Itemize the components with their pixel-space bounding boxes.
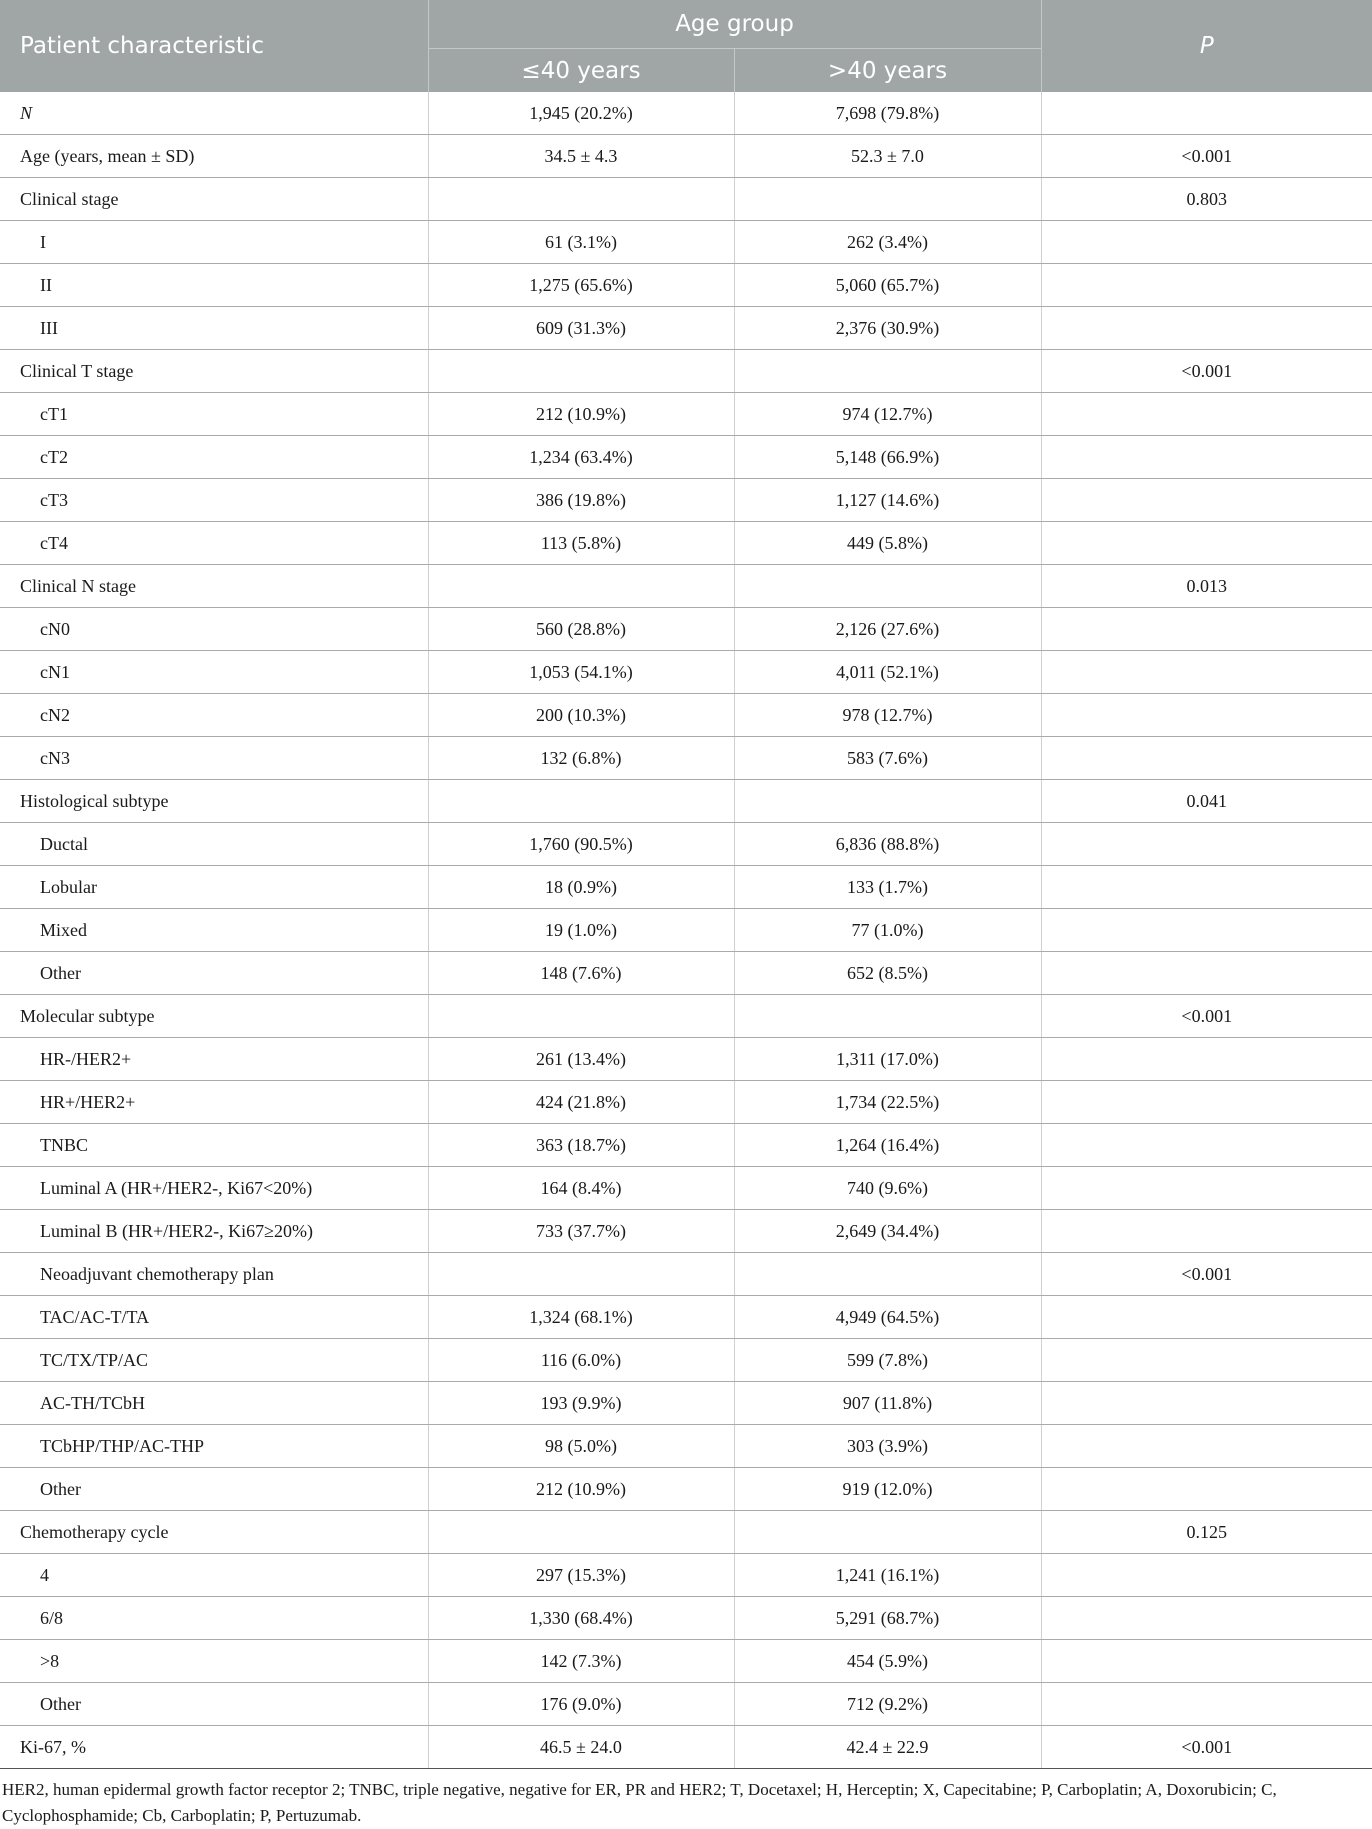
table-row [0, 178, 1372, 221]
cell-age-gt-40: 974 (12.7%) [734, 393, 1041, 436]
cell-p-value: <0.001 [1041, 1253, 1372, 1296]
header-age-gt-40: >40 years [734, 49, 1041, 93]
cell-p-value [1041, 651, 1372, 694]
cell-age-le-40 [428, 780, 734, 823]
row-label: Histological subtype [0, 780, 428, 823]
row-label: HR+/HER2+ [0, 1081, 428, 1124]
cell-age-le-40: 424 (21.8%) [428, 1081, 734, 1124]
cell-age-gt-40: 52.3 ± 7.0 [734, 135, 1041, 178]
cell-age-gt-40: 7,698 (79.8%) [734, 92, 1041, 135]
table-row [0, 1554, 1372, 1597]
row-label: Ki-67, % [0, 1726, 428, 1769]
cell-age-le-40 [428, 178, 734, 221]
cell-age-gt-40: 712 (9.2%) [734, 1683, 1041, 1726]
cell-p-value [1041, 1081, 1372, 1124]
cell-p-value [1041, 264, 1372, 307]
row-label: TNBC [0, 1124, 428, 1167]
row-label: Other [0, 952, 428, 995]
table-row [0, 651, 1372, 694]
cell-age-le-40: 386 (19.8%) [428, 479, 734, 522]
cell-p-value [1041, 737, 1372, 780]
table-footnote: HER2, human epidermal growth factor receptor 2; TNBC, triple negative, negative for ER, PR and HER2; T, Docetaxel; H, Herceptin; X, Capecitabine; P, Carboplatin; A, Doxorubicin; C, Cyclophosphamide; Cb, Carboplatin; P, Pertuzumab. [2, 1780, 1277, 1825]
cell-age-le-40: 164 (8.4%) [428, 1167, 734, 1210]
table-row [0, 264, 1372, 307]
cell-age-le-40: 61 (3.1%) [428, 221, 734, 264]
cell-age-gt-40: 1,311 (17.0%) [734, 1038, 1041, 1081]
cell-age-le-40: 18 (0.9%) [428, 866, 734, 909]
cell-age-gt-40: 262 (3.4%) [734, 221, 1041, 264]
cell-p-value: <0.001 [1041, 995, 1372, 1038]
row-label: cN1 [0, 651, 428, 694]
cell-p-value [1041, 1038, 1372, 1081]
cell-p-value: <0.001 [1041, 350, 1372, 393]
table-row [0, 522, 1372, 565]
cell-p-value [1041, 1468, 1372, 1511]
cell-age-le-40: 113 (5.8%) [428, 522, 734, 565]
row-label: Other [0, 1468, 428, 1511]
cell-age-gt-40: 978 (12.7%) [734, 694, 1041, 737]
cell-age-le-40: 261 (13.4%) [428, 1038, 734, 1081]
cell-age-le-40: 1,324 (68.1%) [428, 1296, 734, 1339]
cell-p-value [1041, 393, 1372, 436]
row-label: cT3 [0, 479, 428, 522]
row-label: N [0, 92, 428, 135]
table-body [0, 92, 1372, 1769]
cell-p-value: <0.001 [1041, 135, 1372, 178]
cell-age-gt-40: 919 (12.0%) [734, 1468, 1041, 1511]
cell-age-le-40: 148 (7.6%) [428, 952, 734, 995]
table-row [0, 436, 1372, 479]
cell-age-gt-40 [734, 1511, 1041, 1554]
cell-age-le-40: 560 (28.8%) [428, 608, 734, 651]
header-age-le-40: ≤40 years [428, 49, 734, 93]
cell-p-value [1041, 1382, 1372, 1425]
table-row [0, 350, 1372, 393]
table-row [0, 1038, 1372, 1081]
cell-age-gt-40: 42.4 ± 22.9 [734, 1726, 1041, 1769]
cell-age-le-40: 132 (6.8%) [428, 737, 734, 780]
table-row [0, 608, 1372, 651]
table-row [0, 1640, 1372, 1683]
cell-age-gt-40: 907 (11.8%) [734, 1382, 1041, 1425]
cell-age-le-40: 1,234 (63.4%) [428, 436, 734, 479]
table-row [0, 1081, 1372, 1124]
cell-age-gt-40: 599 (7.8%) [734, 1339, 1041, 1382]
row-label: 4 [0, 1554, 428, 1597]
table-row [0, 307, 1372, 350]
table-row [0, 1167, 1372, 1210]
table-row [0, 479, 1372, 522]
table-row [0, 565, 1372, 608]
table-row [0, 823, 1372, 866]
row-label: Molecular subtype [0, 995, 428, 1038]
row-label: Mixed [0, 909, 428, 952]
cell-age-gt-40 [734, 995, 1041, 1038]
table-row [0, 737, 1372, 780]
table-row [0, 1210, 1372, 1253]
row-label: Age (years, mean ± SD) [0, 135, 428, 178]
row-label: III [0, 307, 428, 350]
cell-p-value [1041, 1210, 1372, 1253]
cell-age-gt-40: 4,011 (52.1%) [734, 651, 1041, 694]
row-label: II [0, 264, 428, 307]
cell-p-value [1041, 479, 1372, 522]
cell-age-gt-40 [734, 565, 1041, 608]
cell-age-gt-40: 2,649 (34.4%) [734, 1210, 1041, 1253]
cell-p-value [1041, 1554, 1372, 1597]
cell-age-le-40: 19 (1.0%) [428, 909, 734, 952]
cell-age-gt-40: 303 (3.9%) [734, 1425, 1041, 1468]
table-row [0, 694, 1372, 737]
table-row [0, 135, 1372, 178]
row-label: cT1 [0, 393, 428, 436]
row-label: Lobular [0, 866, 428, 909]
cell-age-gt-40: 133 (1.7%) [734, 866, 1041, 909]
row-label: I [0, 221, 428, 264]
row-label: Other [0, 1683, 428, 1726]
cell-age-le-40: 212 (10.9%) [428, 1468, 734, 1511]
table-row [0, 1382, 1372, 1425]
cell-age-gt-40: 1,264 (16.4%) [734, 1124, 1041, 1167]
cell-age-gt-40: 6,836 (88.8%) [734, 823, 1041, 866]
row-label: TAC/AC-T/TA [0, 1296, 428, 1339]
cell-age-gt-40: 652 (8.5%) [734, 952, 1041, 995]
row-label: Neoadjuvant chemotherapy plan [0, 1253, 428, 1296]
table-row [0, 1339, 1372, 1382]
cell-age-le-40: 200 (10.3%) [428, 694, 734, 737]
header-age-group: Age group [428, 0, 1041, 49]
cell-age-le-40 [428, 1511, 734, 1554]
cell-age-le-40: 1,275 (65.6%) [428, 264, 734, 307]
row-label: cT4 [0, 522, 428, 565]
row-label: cN2 [0, 694, 428, 737]
cell-age-gt-40: 2,376 (30.9%) [734, 307, 1041, 350]
cell-p-value [1041, 823, 1372, 866]
row-label: cT2 [0, 436, 428, 479]
cell-p-value [1041, 694, 1372, 737]
cell-p-value: <0.001 [1041, 1726, 1372, 1769]
table-row [0, 1468, 1372, 1511]
header-row-main [0, 0, 1372, 49]
cell-age-le-40: 1,945 (20.2%) [428, 92, 734, 135]
row-label: TCbHP/THP/AC-THP [0, 1425, 428, 1468]
table-row [0, 780, 1372, 823]
cell-age-le-40: 1,330 (68.4%) [428, 1597, 734, 1640]
table-row [0, 1726, 1372, 1769]
cell-age-le-40: 1,760 (90.5%) [428, 823, 734, 866]
cell-p-value [1041, 952, 1372, 995]
table-row [0, 995, 1372, 1038]
table-row [0, 1253, 1372, 1296]
cell-age-le-40: 297 (15.3%) [428, 1554, 734, 1597]
cell-age-gt-40: 1,241 (16.1%) [734, 1554, 1041, 1597]
table-row [0, 1511, 1372, 1554]
cell-age-le-40 [428, 1253, 734, 1296]
cell-p-value: 0.013 [1041, 565, 1372, 608]
cell-p-value: 0.125 [1041, 1511, 1372, 1554]
row-label: >8 [0, 1640, 428, 1683]
row-label: cN3 [0, 737, 428, 780]
row-label: AC-TH/TCbH [0, 1382, 428, 1425]
cell-p-value [1041, 1296, 1372, 1339]
row-label: Clinical T stage [0, 350, 428, 393]
cell-age-le-40: 98 (5.0%) [428, 1425, 734, 1468]
table-row [0, 866, 1372, 909]
cell-p-value [1041, 1339, 1372, 1382]
table-row [0, 393, 1372, 436]
table-row [0, 1296, 1372, 1339]
cell-p-value [1041, 221, 1372, 264]
cell-age-le-40: 609 (31.3%) [428, 307, 734, 350]
row-label: Clinical N stage [0, 565, 428, 608]
table-header [0, 0, 1372, 92]
cell-age-le-40: 142 (7.3%) [428, 1640, 734, 1683]
cell-age-le-40: 212 (10.9%) [428, 393, 734, 436]
cell-p-value [1041, 1124, 1372, 1167]
cell-age-le-40 [428, 565, 734, 608]
row-label: TC/TX/TP/AC [0, 1339, 428, 1382]
cell-p-value [1041, 1597, 1372, 1640]
cell-age-gt-40: 77 (1.0%) [734, 909, 1041, 952]
cell-p-value [1041, 436, 1372, 479]
cell-age-gt-40: 1,734 (22.5%) [734, 1081, 1041, 1124]
row-label: Ductal [0, 823, 428, 866]
cell-p-value [1041, 608, 1372, 651]
cell-age-gt-40: 583 (7.6%) [734, 737, 1041, 780]
table-row [0, 92, 1372, 135]
cell-age-gt-40: 5,291 (68.7%) [734, 1597, 1041, 1640]
cell-age-le-40: 46.5 ± 24.0 [428, 1726, 734, 1769]
cell-p-value [1041, 1683, 1372, 1726]
row-label: Chemotherapy cycle [0, 1511, 428, 1554]
cell-age-gt-40: 5,060 (65.7%) [734, 264, 1041, 307]
table-row [0, 1597, 1372, 1640]
row-label: cN0 [0, 608, 428, 651]
cell-age-le-40: 1,053 (54.1%) [428, 651, 734, 694]
row-label: HR-/HER2+ [0, 1038, 428, 1081]
cell-p-value [1041, 909, 1372, 952]
cell-age-le-40: 176 (9.0%) [428, 1683, 734, 1726]
cell-p-value [1041, 1640, 1372, 1683]
row-label: Luminal B (HR+/HER2-, Ki67≥20%) [0, 1210, 428, 1253]
table-row [0, 1124, 1372, 1167]
header-patient-characteristic: Patient characteristic [0, 0, 428, 92]
table-row [0, 1425, 1372, 1468]
cell-age-gt-40 [734, 780, 1041, 823]
cell-p-value: 0.041 [1041, 780, 1372, 823]
cell-age-gt-40 [734, 350, 1041, 393]
cell-age-le-40: 363 (18.7%) [428, 1124, 734, 1167]
row-label: Luminal A (HR+/HER2-, Ki67<20%) [0, 1167, 428, 1210]
cell-p-value [1041, 1425, 1372, 1468]
cell-age-gt-40: 740 (9.6%) [734, 1167, 1041, 1210]
header-p-value: P [1041, 0, 1372, 92]
table-row [0, 909, 1372, 952]
cell-age-gt-40: 2,126 (27.6%) [734, 608, 1041, 651]
cell-p-value: 0.803 [1041, 178, 1372, 221]
cell-p-value [1041, 1167, 1372, 1210]
cell-p-value [1041, 307, 1372, 350]
cell-p-value [1041, 92, 1372, 135]
row-label: Clinical stage [0, 178, 428, 221]
cell-age-gt-40 [734, 1253, 1041, 1296]
cell-age-gt-40: 454 (5.9%) [734, 1640, 1041, 1683]
cell-age-gt-40: 4,949 (64.5%) [734, 1296, 1041, 1339]
cell-age-le-40 [428, 350, 734, 393]
cell-p-value [1041, 522, 1372, 565]
cell-p-value [1041, 866, 1372, 909]
row-label: 6/8 [0, 1597, 428, 1640]
cell-age-le-40: 733 (37.7%) [428, 1210, 734, 1253]
table-row [0, 1683, 1372, 1726]
table-row [0, 952, 1372, 995]
cell-age-le-40: 193 (9.9%) [428, 1382, 734, 1425]
cell-age-gt-40: 449 (5.8%) [734, 522, 1041, 565]
cell-age-le-40: 34.5 ± 4.3 [428, 135, 734, 178]
table-row [0, 221, 1372, 264]
cell-age-le-40: 116 (6.0%) [428, 1339, 734, 1382]
cell-age-gt-40: 5,148 (66.9%) [734, 436, 1041, 479]
cell-age-le-40 [428, 995, 734, 1038]
cell-age-gt-40 [734, 178, 1041, 221]
cell-age-gt-40: 1,127 (14.6%) [734, 479, 1041, 522]
